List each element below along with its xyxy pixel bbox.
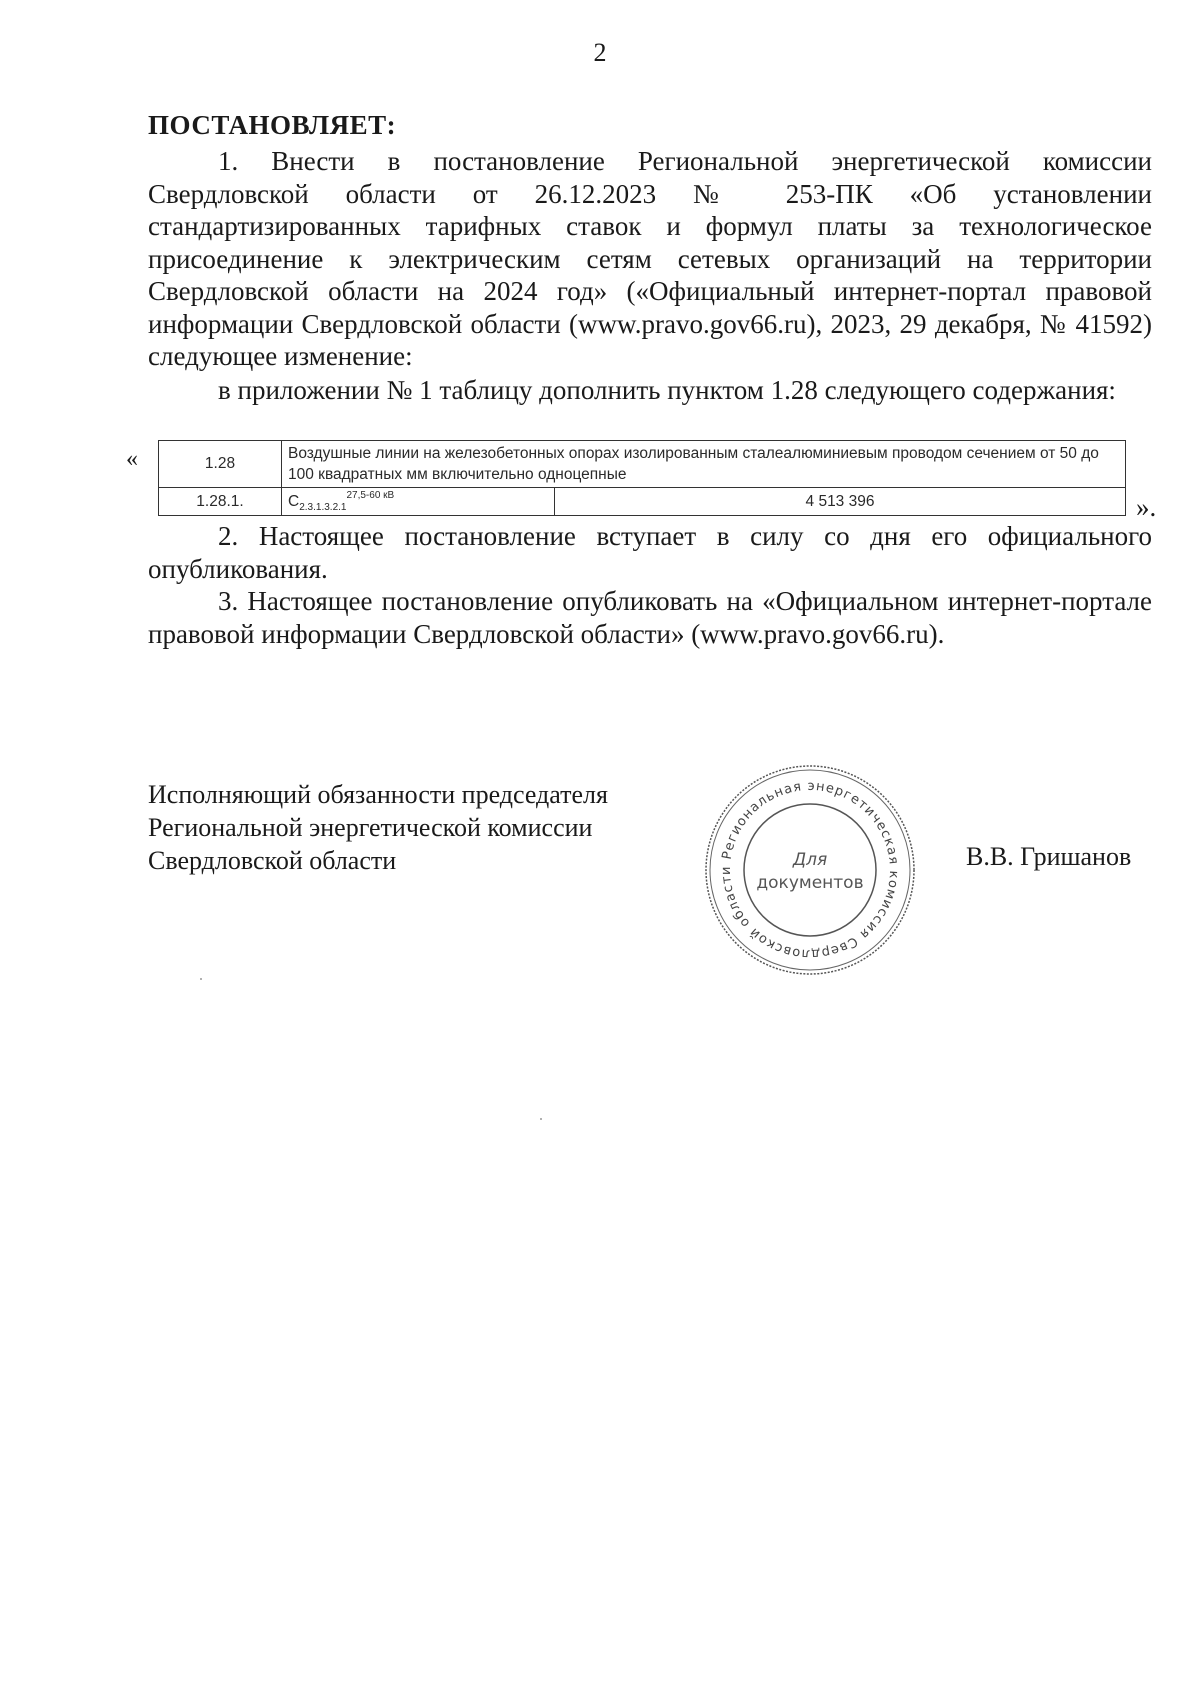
paragraph-amendment: 1. Внести в постановление Региональной энергетической комиссии Свердловской области от 26.12.2023 № 253-ПК «Об установлении стандартизированных тарифных ставок и формул платы за технологическое присоединение к электрическим сетям сетевых организаций на территории Свердловской области на 2024 год» («Официальный интернет-портал правовой информации Свердловской области (www.pravo.gov66.ru), 2023, 29 декабря, № 41592) следующее изменение: [148,146,1152,371]
signatory-name: В.В. Гришанов [966,842,1132,871]
page-number: 2 [593,38,607,67]
stamp-outer-ring [706,766,914,974]
formula-base: C [288,493,300,510]
signatory-title [148,778,608,877]
resolution-heading: ПОСТАНОВЛЯЕТ: [148,110,397,140]
scan-speck [200,978,202,980]
paragraph-publication: 3. Настоящее постановление опубликовать на «Официальном интернет-портале правовой информации Свердловской области» (www.pravo.gov66.ru). [148,586,1152,649]
signatory-title-line: Региональной энергетической комиссии [148,813,593,842]
row-number-cell: 1.28.1. [159,488,282,516]
stamp-ring-text: Региональная энергетическая комиссия Свердловской области [718,778,902,962]
stamp-center-line-2: документов [756,873,864,893]
table-row [159,441,1126,488]
rate-value-cell: 4 513 396 [555,488,1126,516]
formula-subscript: 2.3.1.3.2.1 [299,502,347,513]
signatory-title-line: Исполняющий обязанности председателя [148,780,608,809]
quote-close: ». [1136,492,1157,522]
stamp-outer-ring-inner [710,770,910,970]
amendment-table [158,440,1126,516]
stamp-inner-ring [744,804,876,936]
paragraph-appendix-change: в приложении № 1 таблицу дополнить пунктом 1.28 следующего содержания: [218,375,1116,405]
scan-speck [540,1118,542,1120]
table-row [159,488,1126,516]
formula-superscript: 27,5-60 кВ [346,490,395,501]
stamp-center-line-1: Для [792,850,828,870]
row-description-cell: Воздушные линии на железобетонных опорах изолированным сталеалюминиевым проводом сечением от 50 до 100 квадратных мм включительно одноцепные [282,441,1126,488]
official-stamp [700,760,920,980]
quote-open: « [126,446,138,472]
row-number-cell: 1.28 [159,441,282,488]
signatory-title-line: Свердловской области [148,846,397,875]
paragraph-effective-date: 2. Настоящее постановление вступает в силу со дня его официального опубликования. [148,521,1152,584]
formula-cell [282,488,555,516]
